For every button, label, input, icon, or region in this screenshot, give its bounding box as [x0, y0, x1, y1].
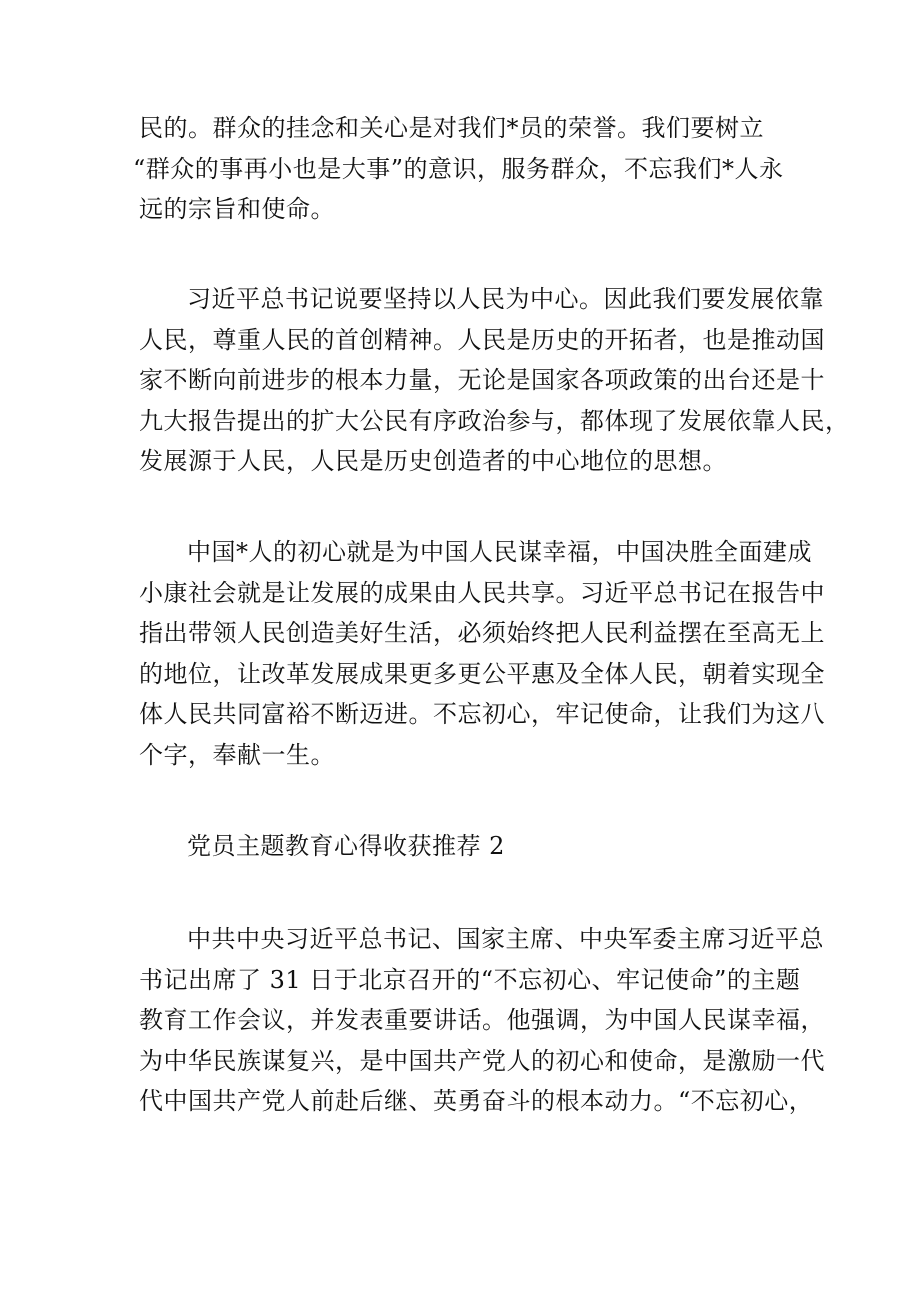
text-line: 代中国共产党人前赴后继、英勇奋斗的根本动力。“不忘初心，: [139, 1087, 814, 1115]
text-line: 习近平总书记说要坚持以人民为中心。因此我们要发展依靠: [187, 285, 824, 313]
text-line: 书记出席了 31 日于北京召开的“不忘初心、牢记使命”的主题: [139, 965, 801, 994]
text-line: 九大报告提出的扩大公民有序政治参与，都体现了发展依靠人民，: [139, 406, 850, 435]
heading-text: 党员主题教育心得收获推荐 2: [187, 832, 505, 860]
text-line: 人民，尊重人民的首创精神。人民是历史的开拓者，也是推动国: [139, 325, 825, 354]
text-line: 体人民共同富裕不断迈进。不忘初心，牢记使命，让我们为这八: [139, 700, 825, 728]
section-heading: [139, 826, 799, 867]
text-line: 教育工作会议，并发表重要讲话。他强调，为中国人民谋幸福，: [139, 1006, 825, 1034]
paragraph-2: [139, 279, 850, 482]
text-line: 为中华民族谋复兴，是中国共产党人的初心和使命，是激励一代: [139, 1046, 825, 1075]
text-line: 个字，奉献一生。: [139, 740, 335, 769]
paragraph-5: [139, 919, 825, 1122]
text-line: 家不断向前进步的根本力量，无论是国家各项政策的出台还是十: [139, 366, 825, 394]
text-line: 发展源于人民，人民是历史创造者的中心地位的思想。: [139, 447, 727, 475]
text-line: 民的。群众的挂念和关心是对我们*员的荣誉。我们要树立: [139, 114, 764, 142]
text-line: 指出带领人民创造美好生活，必须始终把人民利益摆在至高无上: [139, 619, 825, 647]
text-line: 中国*人的初心就是为中国人民谋幸福，中国决胜全面建成: [187, 538, 812, 566]
text-line: “群众的事再小也是大事”的意识，服务群众，不忘我们*人永: [133, 154, 784, 183]
text-line: 中共中央习近平总书记、国家主席、中央军委主席习近平总: [187, 925, 824, 953]
text-line: 的地位，让改革发展成果更多更公平惠及全体人民，朝着实现全: [139, 659, 825, 688]
text-line: 小康社会就是让发展的成果由人民共享。习近平总书记在报告中: [139, 578, 825, 607]
text-line: 远的宗旨和使命。: [139, 195, 335, 223]
paragraph-3: [139, 532, 825, 775]
paragraph-1: [133, 108, 799, 230]
